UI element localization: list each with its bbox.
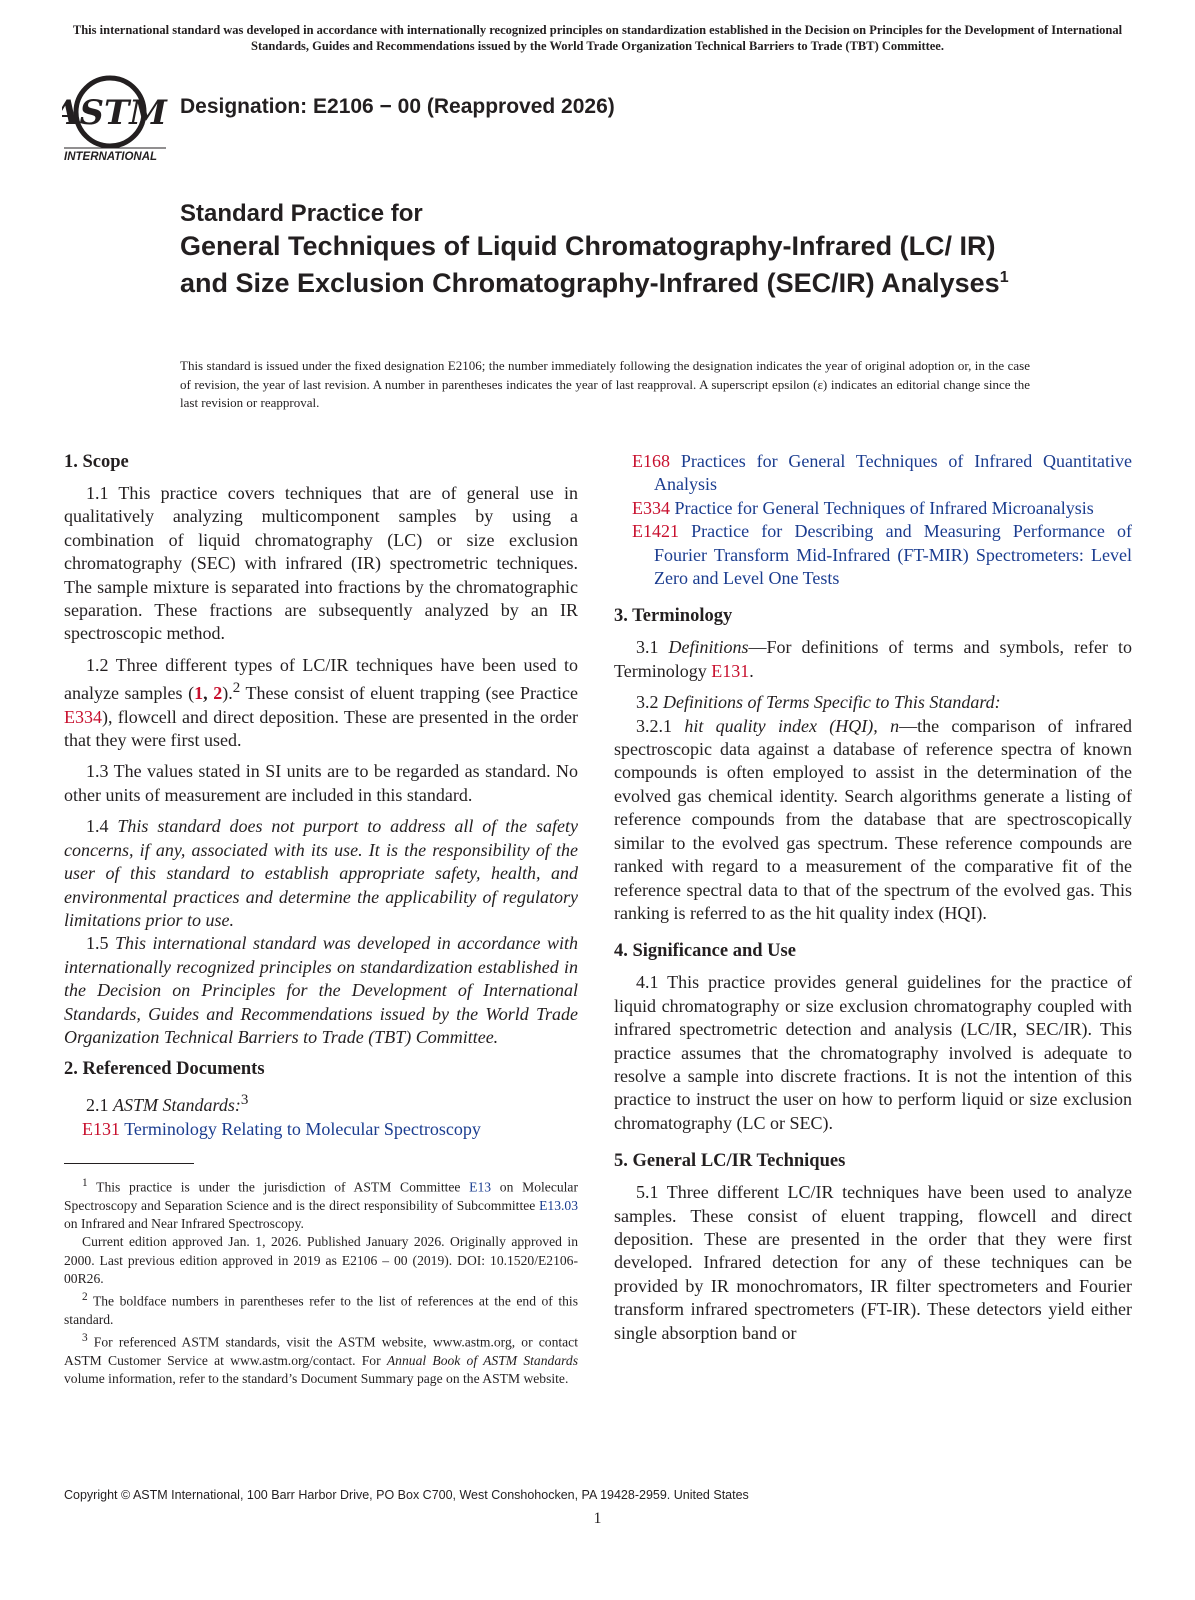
para-1-1: 1.1 This practice covers techniques that are of general use in qualitatively analyzing multicomponent samples by using a combination of liquid chromatography (LC) or size exclusion chromatography (SEC) with infrared (IR) spectrometric techniques. The sample mixture is separated into fractions by the chromatographic separation. These fractions are subsequently analyzed by an IR spectroscopic method.: [64, 483, 578, 644]
link-e131[interactable]: E131: [711, 660, 750, 681]
para-3-2-1: [614, 715, 1132, 926]
left-column: [64, 450, 578, 1388]
astm-logo: [62, 72, 168, 168]
text: 1.5: [86, 933, 115, 954]
footnote-1: [64, 1174, 578, 1233]
para-1-4: [64, 815, 578, 932]
ref-title-link[interactable]: Practices for General Techniques of Infrared Quantitative Analysis: [654, 451, 1132, 495]
copyright: Copyright © ASTM International, 100 Barr Harbor Drive, PO Box C700, West Conshohocken, PA 19428-2959. United States: [64, 1488, 749, 1502]
footnotes: [64, 1174, 578, 1388]
footnote-2: [64, 1288, 578, 1329]
text: This practice is under the jurisdiction of ASTM Committee: [87, 1179, 470, 1195]
text: .: [749, 660, 754, 681]
section-heading-significance: 4. Significance and Use: [614, 941, 796, 962]
ref-title-link[interactable]: Practice for General Techniques of Infrared Microanalysis: [674, 497, 1094, 518]
text-italic: This international standard was developed in accordance with internationally recognized principles on standardization established in the Decision on Principles for the Development of International Standards, Guides and Recommendations issued by the World Trade Organization Technical Barriers to Trade (TBT) Committee.: [64, 933, 578, 1047]
text: 1.4: [86, 816, 118, 837]
header-notice: This international standard was developed in accordance with internationally recognized principles on standardization established in the Decision on Principles for the Development of International Standards, Guides and Recommendations issued by the World Trade Organization Technical Barriers to Trade (TBT) Committee.: [72, 23, 1123, 53]
reference-item: [64, 1118, 578, 1141]
text: on Infrared and Near Infrared Spectroscopy.: [64, 1216, 304, 1232]
reference-item: [614, 497, 1132, 520]
ref-code-link[interactable]: E334: [632, 497, 670, 518]
ref-link-2[interactable]: 2: [213, 683, 223, 704]
title-footnote-mark: 1: [999, 269, 1009, 286]
footnote-1-edition: Current edition approved Jan. 1, 2026. Published January 2026. Originally approved in 2000. Last previous edition approved in 2019 as E2106 – 00 (2019). DOI: 10.1520/E2106-00R26.: [64, 1234, 578, 1286]
para-1-5: [64, 932, 578, 1049]
para-1-3: 1.3 The values stated in SI units are to be regarded as standard. No other units of measurement are included in this standard.: [64, 761, 578, 805]
para-5-1: 5.1 Three different LC/IR techniques have been used to analyze samples. These consist of eluent trapping, flowcell and direct deposition. These are presented in the order that they were first developed. Infrared detection for any of these techniques can be provided by IR monochromators, IR filter spectrometers and Fourier transform infrared spectrometers (FT-IR). These detectors yield either single absorption band or: [614, 1182, 1132, 1343]
right-column: [614, 450, 1132, 1345]
text: 3.2: [636, 692, 663, 713]
text: —the comparison of infrared spectroscopic data against a database of reference spectra of known compounds is often employed to assist in the determination of the evolved gas chemical identity. Search algorithms generate a listing of reference compounds from the database that are spectroscopically similar to the evolved gas spectrum. These reference compounds are ranked with regard to a measurement of the comparative fit of the reference spectral data to that of the spectrum of the evolved gas. This ranking is referred to as the hit quality index (HQI).: [614, 715, 1132, 923]
text-italic: hit quality index (HQI), n: [684, 715, 900, 736]
para-3-2: [614, 691, 1132, 714]
text: —For definitions of terms and symbols, refer to Terminology: [614, 637, 1133, 681]
text-italic: Annual Book of ASTM Standards: [386, 1352, 578, 1368]
reference-item: [614, 450, 1132, 497]
text-italic: This standard does not purport to address all of the safety concerns, if any, associated with its use. It is the responsibility of the user of this standard to establish appropriate safety, health, and environmental practices and determine the applicability of regulatory limitations prior to use.: [64, 816, 579, 930]
text: 1.2 Three different types of LC/IR techniques have been used to analyze samples (: [64, 654, 578, 704]
text-italic: Definitions of Terms Specific to This Standard:: [663, 692, 1001, 713]
issued-note: This standard is issued under the fixed designation E2106; the number immediately following the designation indicates the year of original adoption or, in the case of revision, the year of last revision. A number in parentheses indicates the year of last reapproval. A superscript epsilon (ε) indicates an editorial change since the last revision or reapproval.: [180, 358, 1030, 410]
ref-title-link[interactable]: Practice for Describing and Measuring Performance of Fourier Transform Mid-Infrared (FT-MIR) Spectrometers: Level Zero and Level One Tests: [654, 521, 1132, 589]
footnote-mark: 2: [232, 680, 241, 697]
ref-title-link[interactable]: Terminology Relating to Molecular Spectroscopy: [124, 1118, 481, 1139]
text: For referenced ASTM standards, visit the ASTM website, www.astm.org, or contact ASTM Customer Service at www.astm.org/contact. For: [64, 1334, 578, 1368]
section-heading-scope: 1. Scope: [64, 452, 129, 472]
footnote-divider: [64, 1163, 194, 1164]
ref-code-link[interactable]: E1421: [632, 521, 679, 542]
para-1-2: [64, 654, 578, 753]
footnote-3: [64, 1329, 578, 1388]
text-italic: Definitions: [668, 637, 749, 658]
text: on Molecular Spectroscopy and Separation Science and is the direct responsibility of Subcommittee: [64, 1179, 578, 1213]
section-heading-general-techniques: 5. General LC/IR Techniques: [614, 1151, 846, 1172]
footnote-mark: 2: [82, 1290, 88, 1303]
link-e334[interactable]: E334: [64, 706, 102, 727]
document-title: [180, 198, 1040, 299]
text: 3.1: [636, 637, 669, 658]
text: ).: [222, 683, 233, 704]
footnote-mark: 1: [82, 1177, 88, 1190]
section-heading-terminology: 3. Terminology: [614, 606, 733, 627]
text: The boldface numbers in parentheses refer to the list of references at the end of this standard.: [64, 1293, 578, 1327]
text: 3.2.1: [636, 715, 685, 736]
text: 2.1: [86, 1095, 113, 1116]
footnote-mark: 3: [240, 1092, 249, 1109]
text: These consist of eluent trapping (see Practice: [240, 683, 578, 704]
link-e13-03[interactable]: E13.03: [539, 1197, 578, 1213]
title-main: [180, 230, 1040, 299]
text: ,: [203, 683, 214, 704]
page-number: 1: [593, 1510, 602, 1527]
para-3-1: [614, 636, 1132, 683]
ref-link-1[interactable]: 1: [194, 683, 204, 704]
title-line-1: Standard Practice for: [180, 200, 423, 227]
text: ), flowcell and direct deposition. These are presented in the order that they were first used.: [64, 706, 578, 751]
text: volume information, refer to the standard’s Document Summary page on the ASTM website.: [64, 1370, 569, 1386]
section-heading-referenced-documents: 2. Referenced Documents: [64, 1059, 265, 1080]
para-4-1: 4.1 This practice provides general guidelines for the practice of liquid chromatography or size exclusion chromatography coupled with infrared spectrometric detection and analysis (LC/IR, SEC/IR). This practice assumes that the chromatography involved is adequate to resolve a sample into discrete fractions. It is not the intention of this practice to instruct the user on how to perform liquid or size exclusion chromatography (LC or SEC).: [614, 972, 1132, 1133]
ref-code-link[interactable]: E168: [632, 451, 670, 471]
para-2-1: [64, 1089, 578, 1117]
text-italic: ASTM Standards:: [113, 1095, 241, 1116]
reference-item: [614, 520, 1132, 590]
footnote-mark: 3: [82, 1331, 88, 1344]
link-e13[interactable]: E13: [469, 1179, 492, 1195]
ref-code-link[interactable]: E131: [82, 1118, 120, 1139]
title-text: General Techniques of Liquid Chromatography-Infrared (LC/ IR) and Size Exclusion Chromatography-Infrared (SEC/IR) Analyses: [180, 231, 1000, 298]
svg-text:ASTM: ASTM: [62, 93, 167, 133]
designation: Designation: E2106 − 00 (Reapproved 2026): [180, 95, 615, 118]
svg-text:INTERNATIONAL: INTERNATIONAL: [64, 151, 158, 163]
